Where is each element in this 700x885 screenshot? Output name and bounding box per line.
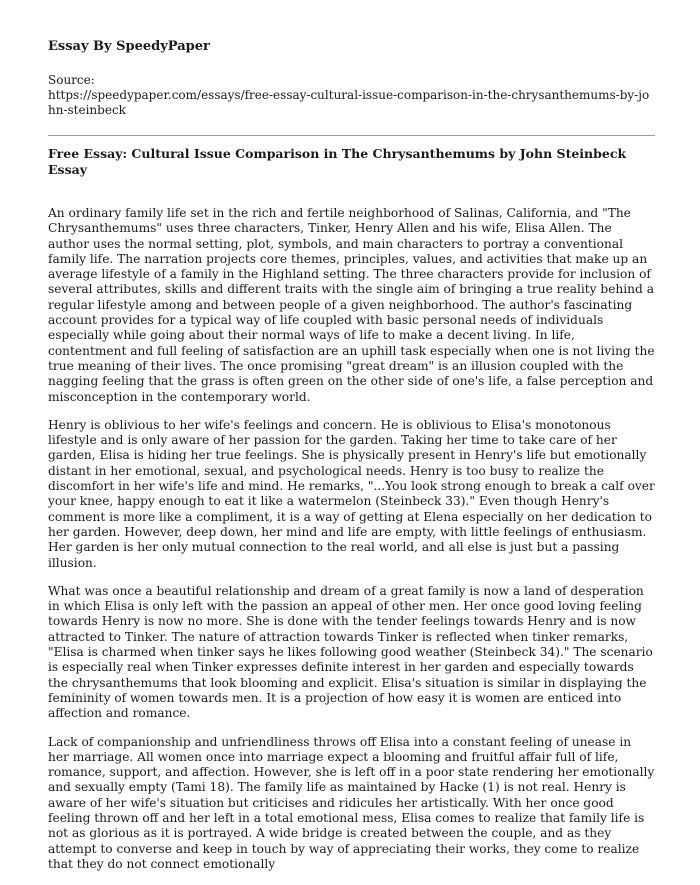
header-divider	[48, 135, 655, 136]
essay-paragraph-2: Henry is oblivious to her wife's feelings and concern. He is oblivious to Elisa's monotonous lifestyle and is only aware of her passion for the garden. Taking her time to take care of her garden, Elisa is hiding her true feelings. She is physically present in Henry's life but emotionally distant in her emotional, sexual, and psychological needs. Henry is too busy to realize the discomfort in her wife's life and mind. He remarks, "...You look strong enough to break a calf over your knee, happy enough to eat it like a watermelon (Steinbeck 33)." Even though Henry's comment is more like a compliment, it is a way of getting at Elena especially on her dedication to her garden. However, deep down, her mind and life are empty, with little feelings of enthusiasm. Her garden is her only mutual connection to the real world, and all else is just but a passing illusion.	[48, 417, 655, 570]
essay-paragraph-4: Lack of companionship and unfriendliness throws off Elisa into a constant feeling of unease in her marriage. All women once into marriage expect a blooming and fruitful affair full of life, romance, support, and affection. However, she is left off in a poor state rendering her emotionally and sexually empty (Tami 18). The family life as maintained by Hacke (1) is not real. Henry is aware of her wife's situation but criticises and ridicules her artistically. With her once good feeling thrown off and her left in a total emotional mess, Elisa comes to realize that family life is not as glorious as it is portrayed. A wide bridge is created between the couple, and as they attempt to converse and keep in touch by way of appreciating their works, they come to realize that they do not connect emotionally	[48, 734, 655, 871]
essay-title: Free Essay: Cultural Issue Comparison in The Chrysanthemums by John Steinbeck Essay	[48, 146, 627, 177]
essay-paragraph-1: An ordinary family life set in the rich and fertile neighborhood of Salinas, California, and "The Chrysanthemums" uses three characters, Tinker, Henry Allen and his wife, Elisa Allen. The author uses the normal setting, plot, symbols, and main characters to portray a conventional family life. The narration projects core themes, principles, values, and activities that make up an average lifestyle of a family in the Highland setting. The three characters provide for inclusion of several attributes, skills and different traits with the single aim of bringing a true reality behind a regular lifestyle among and between people of a given neighborhood. The author's fascinating account provides for a typical way of life coupled with basic personal needs of individuals especially while going about their normal ways of life to make a decent living. In life, contentment and full feeling of satisfaction are an uphill task especially when one is not living the true meaning of their lives. The once promising "great dream" is an illusion coupled with the nagging feeling that the grass is often green on the other side of one's life, a false perception and misconception in the contemporary world.	[48, 206, 655, 404]
source-url: https://speedypaper.com/essays/free-essay-cultural-issue-comparison-in-the-chrysanthemums-by-john-steinbeck	[48, 88, 650, 117]
source-label: Source:	[48, 73, 95, 87]
document-page	[48, 38, 655, 885]
document-header-title: Essay By SpeedyPaper	[48, 39, 210, 54]
essay-paragraph-3: What was once a beautiful relationship and dream of a great family is now a land of desperation in which Elisa is only left with the passion an appeal of other men. Her once good loving feeling towards Henry is now no more. She is done with the tender feelings towards Henry and is now attracted to Tinker. The nature of attraction towards Tinker is reflected when tinker remarks, "Elisa is charmed when tinker says he likes following good weather (Steinbeck 34)." The scenario is especially real when Tinker expresses definite interest in her garden and especially towards the chrysanthemums that look blooming and explicit. Elisa's situation is similar in displaying the femininity of women towards men. It is a projection of how easy it is women are enticed into affection and romance.	[48, 583, 653, 721]
